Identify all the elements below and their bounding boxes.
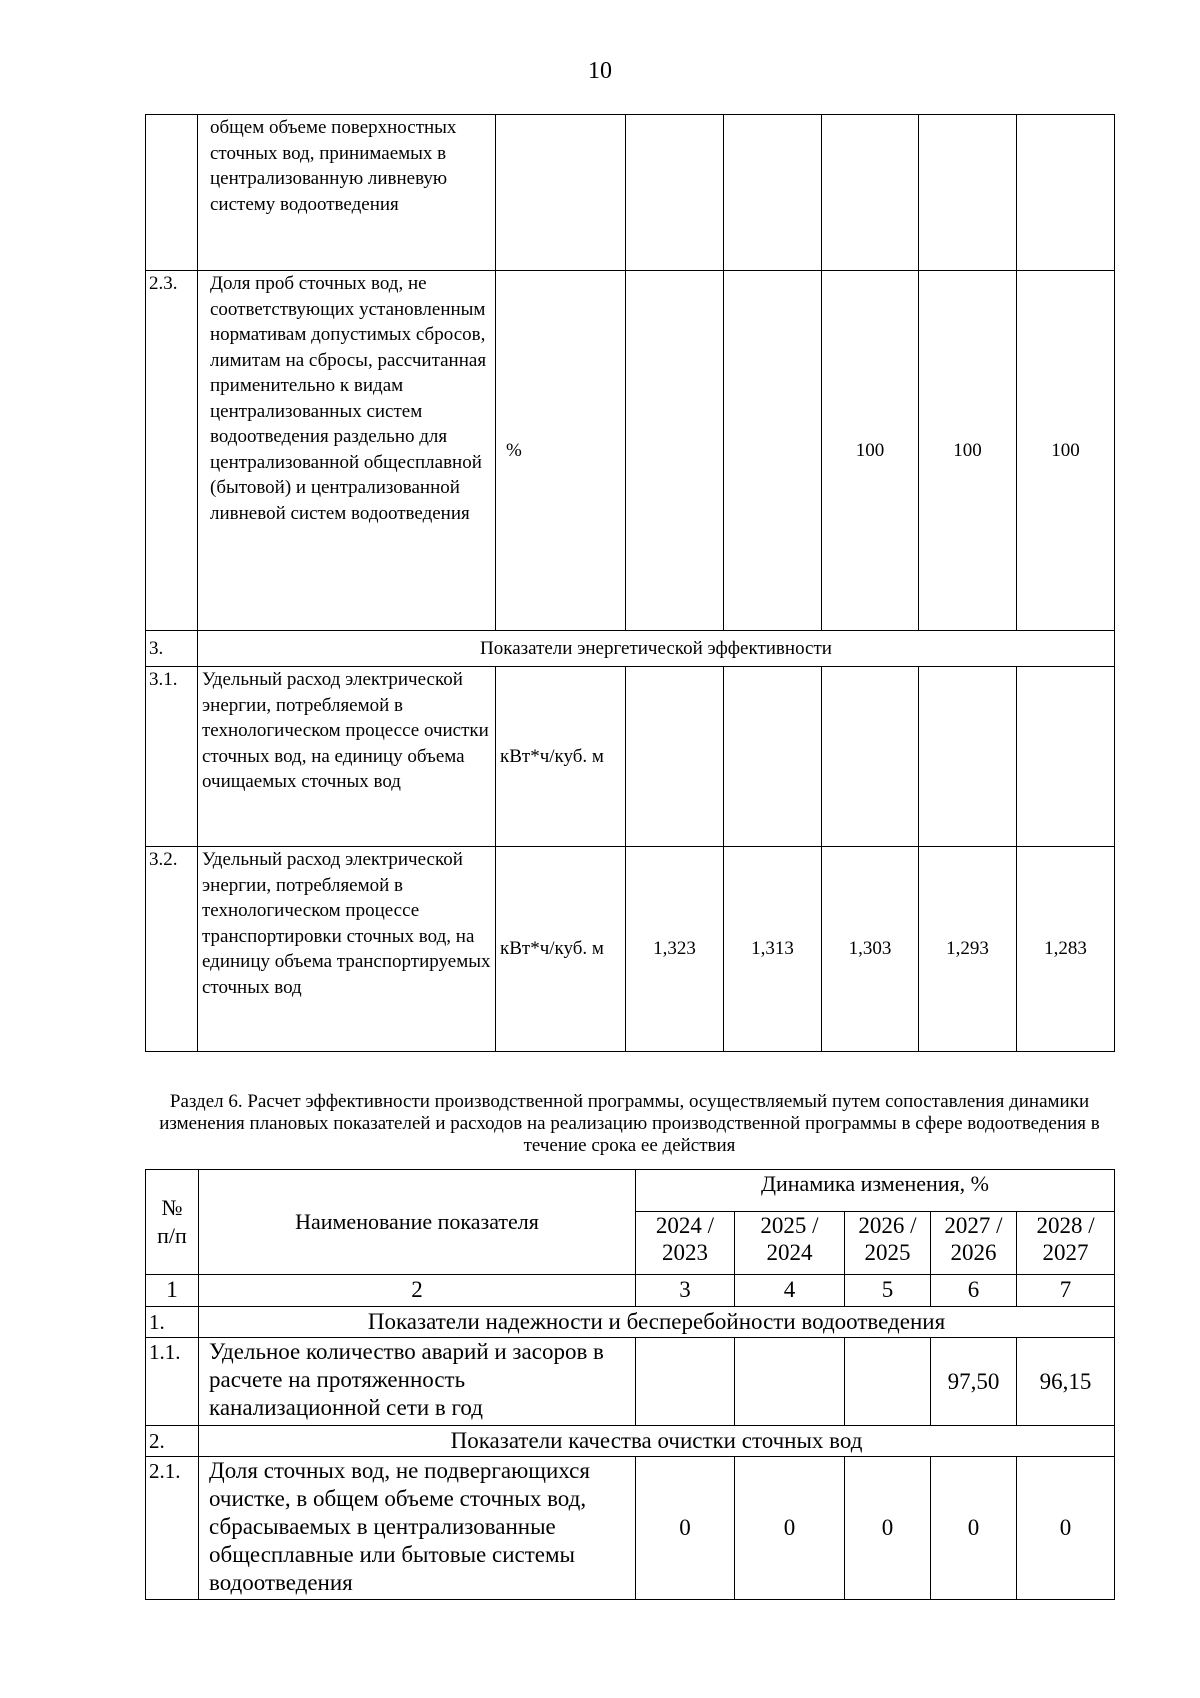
column-header-dynamics: Динамика изменения, % [636, 1170, 1115, 1212]
value-cell [735, 1338, 845, 1426]
column-number: 7 [1017, 1275, 1115, 1307]
year-header: 2025 / 2024 [735, 1212, 845, 1275]
value-cell [919, 667, 1017, 847]
column-number: 2 [199, 1275, 636, 1307]
value-cell: 100 [822, 271, 919, 631]
value-cell [822, 115, 919, 271]
row-index: 2. [146, 1426, 199, 1457]
value-cell: 0 [636, 1457, 735, 1600]
value-cell: 96,15 [1017, 1338, 1115, 1426]
table-row [146, 667, 1115, 847]
section-title: Показатели надежности и бесперебойности водоотведения [199, 1307, 1115, 1338]
indicators-table-continued [145, 114, 1115, 1052]
unit-cell [496, 115, 626, 271]
row-index: 1. [146, 1307, 199, 1338]
column-header-number: № п/п [146, 1170, 199, 1275]
value-cell [626, 115, 724, 271]
section-title: Показатели качества очистки сточных вод [199, 1426, 1115, 1457]
value-cell: 1,313 [724, 847, 822, 1052]
value-cell [724, 115, 822, 271]
column-number: 6 [931, 1275, 1017, 1307]
value-cell: 1,303 [822, 847, 919, 1052]
year-header: 2024 / 2023 [636, 1212, 735, 1275]
column-number: 1 [146, 1275, 199, 1307]
indicator-name: Удельный расход электрической энергии, потребляемой в технологическом процессе транспортировки сточных вод, на единицу объема транспортируемых сточных вод [198, 847, 496, 1052]
value-cell [636, 1338, 735, 1426]
section-row [146, 1307, 1115, 1338]
section-title: Показатели энергетической эффективности [198, 631, 1115, 667]
unit-cell: кВт*ч/куб. м [496, 667, 626, 847]
year-header: 2028 / 2027 [1017, 1212, 1115, 1275]
column-number: 5 [845, 1275, 931, 1307]
table-row [146, 271, 1115, 631]
table-row [146, 115, 1115, 271]
page-number: 10 [588, 58, 612, 84]
row-index [146, 115, 198, 271]
column-number: 3 [636, 1275, 735, 1307]
value-cell [626, 271, 724, 631]
row-index: 3.1. [146, 667, 198, 847]
unit-cell: кВт*ч/куб. м [496, 847, 626, 1052]
value-cell [724, 271, 822, 631]
column-number: 4 [735, 1275, 845, 1307]
indicator-name: Доля проб сточных вод, не соответствующих установленным нормативам допустимых сбросов, лимитам на сбросы, рассчитанная применительно к видам централизованных систем водоотведения раздельно для централизованной общесплавной (бытовой) и централизованной ливневой систем водоотведения [198, 271, 496, 631]
year-header: 2027 / 2026 [931, 1212, 1017, 1275]
table-row [146, 1338, 1115, 1426]
value-cell: 0 [931, 1457, 1017, 1600]
value-cell [1017, 667, 1115, 847]
indicator-name: Удельное количество аварий и засоров в расчете на протяженность канализационной сети в год [199, 1338, 636, 1426]
value-cell: 97,50 [931, 1338, 1017, 1426]
year-header: 2026 / 2025 [845, 1212, 931, 1275]
value-cell [626, 667, 724, 847]
section-row [146, 1426, 1115, 1457]
row-index: 2.1. [146, 1457, 199, 1600]
value-cell [724, 667, 822, 847]
table-row [146, 1457, 1115, 1600]
value-cell: 1,283 [1017, 847, 1115, 1052]
column-numbers-row [146, 1275, 1115, 1307]
value-cell [845, 1338, 931, 1426]
section-6-title: Раздел 6. Расчет эффективности производственной программы, осуществляемый путем сопоставления динамики изменения плановых показателей и расходов на реализацию производственной программы в сфере водоотведения в течение срока ее действия [159, 1091, 1100, 1156]
value-cell: 1,323 [626, 847, 724, 1052]
section-row [146, 631, 1115, 667]
value-cell [919, 115, 1017, 271]
header-row [146, 1170, 1115, 1212]
table-row [146, 847, 1115, 1052]
value-cell: 100 [1017, 271, 1115, 631]
efficiency-table [145, 1169, 1115, 1600]
value-cell: 0 [1017, 1457, 1115, 1600]
row-index: 1.1. [146, 1338, 199, 1426]
row-index: 2.3. [146, 271, 198, 631]
unit-cell: % [496, 271, 626, 631]
row-index: 3.2. [146, 847, 198, 1052]
value-cell [1017, 115, 1115, 271]
row-index: 3. [146, 631, 198, 667]
column-header-name: Наименование показателя [199, 1170, 636, 1275]
indicator-name: Доля сточных вод, не подвергающихся очистке, в общем объеме сточных вод, сбрасываемых в централизованные общесплавные или бытовые системы водоотведения [199, 1457, 636, 1600]
value-cell: 0 [845, 1457, 931, 1600]
indicator-name: Удельный расход электрической энергии, потребляемой в технологическом процессе очистки сточных вод, на единицу объема очищаемых сточных вод [198, 667, 496, 847]
value-cell [822, 667, 919, 847]
indicator-name: общем объеме поверхностных сточных вод, принимаемых в централизованную ливневую систему водоотведения [198, 115, 496, 271]
value-cell: 100 [919, 271, 1017, 631]
value-cell: 0 [735, 1457, 845, 1600]
value-cell: 1,293 [919, 847, 1017, 1052]
